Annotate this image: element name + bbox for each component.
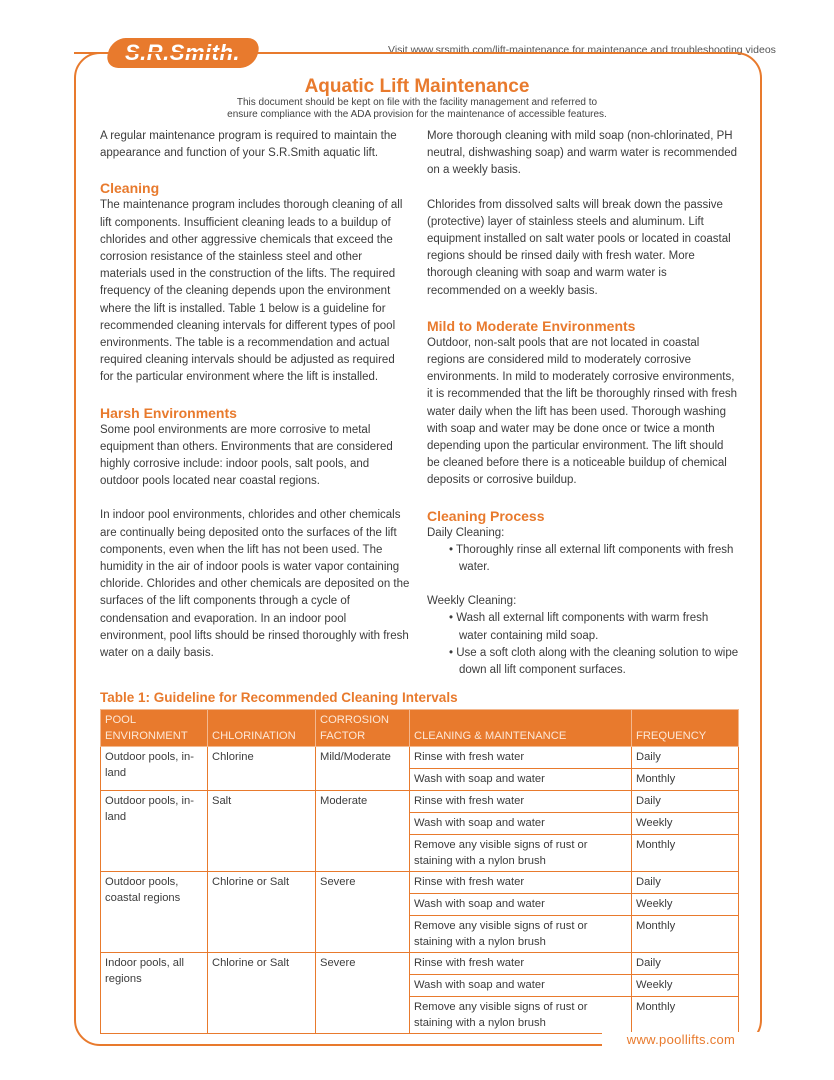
header-pool-environment: POOL ENVIRONMENT [101, 710, 208, 747]
harsh-paragraph-4: Chlorides from dissolved salts will break down the passive (protective) layer of stainless steels and aluminum. Lift equipment installed on salt water pools or located in coastal regions should be rinsed daily with fresh water. More thorough cleaning with soap and warm water is recommended on a weekly basis. [427, 198, 731, 297]
right-column [427, 128, 739, 679]
frequency-cell: Monthly [632, 916, 739, 953]
weekly-bullet-1: • Wash all external lift components with warm fresh water containing mild soap. [449, 612, 709, 642]
task-cell: Wash with soap and water [410, 813, 632, 835]
daily-cleaning-label: Daily Cleaning: [427, 526, 505, 539]
footer-url[interactable]: www.poollifts.com [602, 1032, 760, 1047]
task-cell: Rinse with fresh water [410, 791, 632, 813]
task-cell: Rinse with fresh water [410, 953, 632, 975]
chlorination-cell: Salt [208, 791, 316, 872]
task-cell: Wash with soap and water [410, 769, 632, 791]
subtitle-line-2: ensure compliance with the ADA provision for the maintenance of accessible features. [227, 109, 607, 120]
cleaning-heading: Cleaning [100, 180, 160, 197]
intro-paragraph: A regular maintenance program is required to maintain the appearance and function of your S.R.Smith aquatic lift. [100, 130, 397, 160]
frequency-cell: Daily [632, 747, 739, 769]
table-row [101, 791, 739, 813]
weekly-bullet-2-text: Use a soft cloth along with the cleaning solution to wipe down all lift component surfaces. [456, 646, 739, 677]
harsh-paragraph-2: In indoor pool environments, chlorides and other chemicals are continually being deposited onto the surfaces of the lift components, even when the lift has not been used. The humidity in the air of indoor pools is water vapor containing chloride. Chlorides and other chemicals are deposited on the surfaces of the lift components through a cycle of condensation and evaporation. In an indoor pool environment, pool lifts should be rinsed thoroughly with fresh water on a daily basis. [100, 509, 410, 660]
cleaning-interval-table [100, 709, 739, 1034]
frequency-cell: Daily [632, 791, 739, 813]
chlorination-cell: Chlorine [208, 747, 316, 791]
frequency-cell: Monthly [632, 769, 739, 791]
srsmith-logo [104, 38, 261, 68]
chlorination-cell: Chlorine or Salt [208, 953, 316, 1034]
header-rule-right [258, 52, 382, 54]
corrosion-cell: Mild/Moderate [316, 747, 410, 791]
frequency-cell: Monthly [632, 835, 739, 872]
subtitle-line-1: This document should be kept on file with the facility management and referred to [236, 97, 598, 108]
corrosion-cell: Moderate [316, 791, 410, 872]
corrosion-cell: Severe [316, 953, 410, 1034]
mild-paragraph: Outdoor, non-salt pools that are not located in coastal regions are considered mild to moderately corrosive environments. In mild to moderately corrosive environments, it is recommended that the lift be thoroughly rinsed with fresh water daily when the lift has been used. Thorough washing with soap and water may be done once or twice a month depending upon the particular environment. The lift should be cleaned before there is a noticeable buildup of chemical deposits or corrosive buildup. [427, 336, 738, 487]
harsh-paragraph-3: More thorough cleaning with mild soap (non-chlorinated, PH neutral, dishwashing soap) and warm water is recommended on a weekly basis. [427, 130, 738, 177]
frequency-cell: Weekly [632, 813, 739, 835]
daily-bullet-text: Thoroughly rinse all external lift components with fresh water. [456, 543, 734, 574]
environment-cell: Outdoor pools, in-land [101, 747, 208, 791]
harsh-paragraph-1: Some pool environments are more corrosive to metal equipment than others. Environments that are considered highly corrosive include: indoor pools, salt pools, and outdoor pools located near coastal regions. [100, 423, 393, 488]
table-row [101, 953, 739, 975]
task-cell: Wash with soap and water [410, 975, 632, 997]
daily-bullet: • Thoroughly rinse all external lift components with fresh water. [449, 543, 734, 574]
corrosion-cell: Severe [316, 872, 410, 953]
header-cleaning-maintenance: CLEANING & MAINTENANCE [410, 710, 632, 747]
harsh-heading: Harsh Environments [100, 404, 237, 421]
frequency-cell: Monthly [632, 997, 739, 1034]
cleaning-paragraph: The maintenance program includes thorough cleaning of all lift components. Insufficient cleaning leads to a buildup of chlorides and other aggressive chemicals that exceed the corrosion resistance of the stainless steel and other materials used in the construction of the lifts. The required frequency of the cleaning depends upon the environment where the lift is installed. Table 1 below is a guideline for recommended cleaning intervals for different types of pool environments. The table is a recommendation and actual required cleaning intervals should be adjusted as required for the particular environment where the lift is installed. [100, 199, 403, 384]
header-chlorination: CHLORINATION [208, 710, 316, 747]
page-subtitle [200, 97, 634, 121]
weekly-cleaning-label: Weekly Cleaning: [427, 595, 517, 608]
task-cell: Wash with soap and water [410, 894, 632, 916]
table-header-row [101, 710, 739, 747]
table-row [101, 872, 739, 894]
chlorination-cell: Chlorine or Salt [208, 872, 316, 953]
frequency-cell: Weekly [632, 975, 739, 997]
frequency-cell: Weekly [632, 894, 739, 916]
logo-text: S.R.Smith. [125, 40, 241, 65]
table-title: Table 1: Guideline for Recommended Cleaning Intervals [100, 690, 458, 705]
weekly-bullet-2: • Use a soft cloth along with the cleaning solution to wipe down all lift component surfaces. [449, 646, 739, 677]
task-cell: Rinse with fresh water [410, 747, 632, 769]
task-cell: Remove any visible signs of rust or staining with a nylon brush [410, 997, 632, 1034]
visit-link-text[interactable]: Visit www.srsmith.com/lift-maintenance for maintenance and troubleshooting videos [388, 44, 776, 56]
left-column [100, 128, 410, 679]
task-cell: Remove any visible signs of rust or staining with a nylon brush [410, 835, 632, 872]
weekly-bullet-1-text: Wash all external lift components with warm fresh water containing mild soap. [456, 612, 709, 642]
task-cell: Remove any visible signs of rust or staining with a nylon brush [410, 916, 632, 953]
table-row [101, 747, 739, 769]
task-cell: Rinse with fresh water [410, 872, 632, 894]
header-frequency: FREQUENCY [632, 710, 739, 747]
frequency-cell: Daily [632, 953, 739, 975]
environment-cell: Outdoor pools, in-land [101, 791, 208, 872]
page-title: Aquatic Lift Maintenance [304, 76, 530, 97]
header-corrosion-factor: CORROSION FACTOR [316, 710, 410, 747]
mild-heading: Mild to Moderate Environments [427, 317, 636, 334]
environment-cell: Outdoor pools, coastal regions [101, 872, 208, 953]
header-rule-left [74, 52, 108, 54]
frequency-cell: Daily [632, 872, 739, 894]
process-heading: Cleaning Process [427, 507, 545, 524]
environment-cell: Indoor pools, all regions [101, 953, 208, 1034]
